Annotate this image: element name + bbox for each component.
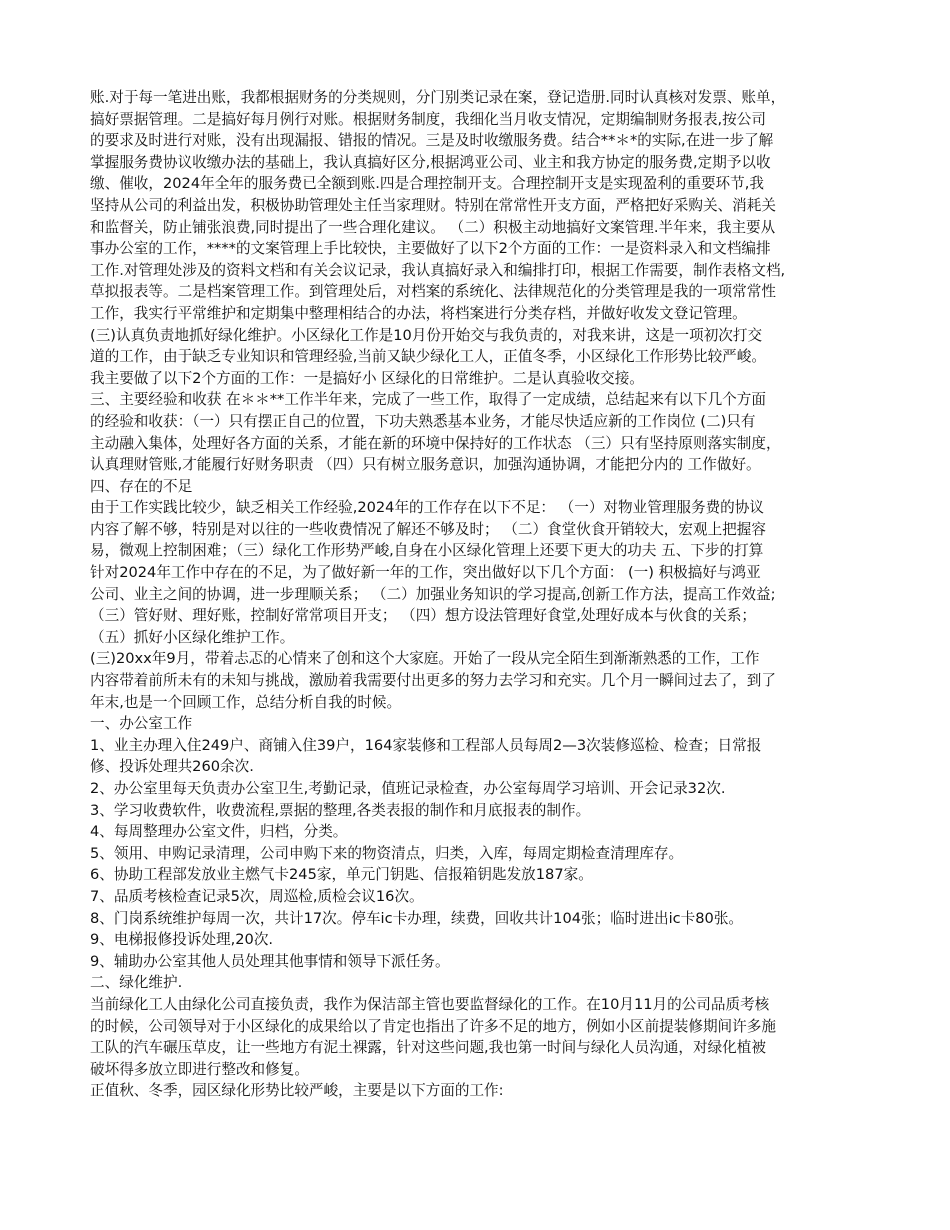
document-paragraph [90, 87, 866, 325]
text-line: 年末,也是一个回顾工作，总结分析自我的时候。 [90, 693, 402, 711]
document-paragraph [90, 1080, 866, 1102]
text-line: 缴、催收，2024年全年的服务费已全额到账.四是合理控制开支。合理控制开支是实现盈利的重要环节,我 [90, 175, 764, 193]
text-line: 3、学习收费软件，收费流程,票据的整理,各类表报的制作和月底报表的制作。 [90, 801, 591, 819]
document-paragraph [90, 972, 866, 994]
text-line: 由于工作实践比较少，缺乏相关工作经验,2024年的工作存在以下不足： （一）对物业管理服务费的协议 [90, 499, 764, 517]
text-line: （三）管好财、理好账，控制好常常项目开支； （四）想方设法管理好食堂,处理好成本与伙食的关系； [90, 607, 757, 625]
text-line: 事办公室的工作，****的文案管理上手比较快，主要做好了以下2个方面的工作：一是资料录入和文档编排 [90, 240, 771, 258]
text-line: 的时候，公司领导对于小区绿化的成果给以了肯定也指出了许多不足的地方，例如小区前提装修期间许多施 [90, 1017, 776, 1035]
document-paragraph [90, 325, 866, 390]
text-line: 公司、业主之间的协调，进一步理顺关系； （二）加强业务知识的学习提高,创新工作方法，提高工作效益; [90, 585, 776, 603]
text-line: 破坏得多放立即进行整改和修复。 [90, 1060, 309, 1078]
text-line: (三)认真负责地抓好绿化维护。小区绿化工作是10月份开始交与我负责的，对我来讲，这是一项初次打交 [90, 326, 763, 344]
text-line: 内容带着前所未有的未知与挑战，激励着我需要付出更多的努力去学习和充实。几个月一瞬间过去了，到了 [90, 672, 776, 690]
text-line: 的要求及时进行对账，没有出现漏报、错报的情况。三是及时收缴服务费。结合**＊*的实际,在进一步了解 [90, 132, 774, 150]
text-line: 9、辅助办公室其他人员处理其他事情和领导下派任务。 [90, 952, 450, 970]
text-line: （五）抓好小区绿化维护工作。 [90, 628, 295, 646]
document-paragraph [90, 497, 866, 648]
text-line: 认真理财管账,才能履行好财务职责 （四）只有树立服务意识，加强沟通协调，才能把分内的 工作做好。 [90, 456, 761, 474]
text-line: 针对2024年工作中存在的不足，为了做好新一年的工作，突出做好以下几个方面： (一) 积极搞好与鸿亚 [90, 564, 761, 582]
document-paragraph [90, 886, 866, 908]
text-line: 9、电梯报修投诉处理,20次. [90, 931, 274, 949]
text-line: 和监督关，防止铺张浪费,同时提出了一些合理化建议。 （二）积极主动地搞好文案管理.半年来，我主要从 [90, 218, 776, 236]
text-line: (三)20xx年9月，带着忐忑的心情来了创和这个大家庭。开始了一段从完全陌生到渐渐熟悉的工作，工作 [90, 650, 760, 668]
document-paragraph [90, 389, 866, 475]
text-line: 工作.对管理处涉及的资料文档和有关会议记录，我认真搞好录入和编排打印，根据工作需要，制作表格文档, [90, 261, 786, 279]
document-paragraph [90, 951, 866, 973]
document-paragraph [90, 476, 866, 498]
text-line: 8、门岗系统维护每周一次，共计17次。停车ic卡办理，续费，回收共计104张；临时进出ic卡80张。 [90, 909, 744, 927]
text-line: 4、每周整理办公室文件，归档，分类。 [90, 823, 348, 841]
document-paragraph [90, 778, 866, 800]
text-line: 三、主要经验和收获 在＊＊**工作半年来，完成了一些工作，取得了一定成绩，总结起来有以下几个方面 [90, 391, 766, 409]
text-line: 6、协助工程部发放业主燃气卡245家，单元门钥匙、信报箱钥匙发放187家。 [90, 866, 593, 884]
text-line: 掌握服务费协议收缴办法的基础上，我认真搞好区分,根据鸿亚公司、业主和我方协定的服务费,定期予以收 [90, 153, 771, 171]
text-line: 的经验和收获：（一）只有摆正自己的位置，下功夫熟悉基本业务，才能尽快适应新的工作岗位 (二)只有 [90, 412, 756, 430]
text-line: 5、领用、申购记录清理，公司申购下来的物资清点，归类，入库，每周定期检查清理库存。 [90, 844, 684, 862]
document-paragraph [90, 821, 866, 843]
text-line: 内容了解不够，特别是对以往的一些收费情况了解还不够及时； （二）食堂伙食开销较大，宏观上把握容 [90, 520, 766, 538]
document-paragraph [90, 929, 866, 951]
text-line: 一、办公室工作 [90, 715, 193, 733]
text-line: 我主要做了以下2个方面的工作：一是搞好小 区绿化的日常维护。二是认真验收交接。 [90, 369, 644, 387]
text-line: 草拟报表等。二是档案管理工作。到管理处后，对档案的系统化、法律规范化的分类管理是我的一项常常性 [90, 283, 776, 301]
document-paragraph [90, 713, 866, 735]
document-body [90, 87, 866, 1102]
text-line: 2、办公室里每天负责办公室卫生,考勤记录，值班记录检查，办公室每周学习培训、开会记录32次. [90, 780, 726, 797]
text-line: 工队的汽车碾压草皮，让一些地方有泥土裸露，针对这些问题,我也第一时间与绿化人员沟通，对绿化植被 [90, 1039, 766, 1057]
text-line: 工作，我实行平常维护和定期集中整理相结合的办法，将档案进行分类存档，并做好收发文登记管理。 [90, 304, 747, 322]
text-line: 四、存在的不足 [90, 477, 193, 495]
text-line: 账.对于每一笔进出账，我都根据财务的分类规则，分门别类记录在案，登记造册.同时认真核对发票、账单， [90, 89, 786, 106]
text-line: 当前绿化工人由绿化公司直接负责，我作为保洁部主管也要监督绿化的工作。在10月11月的公司品质考核 [90, 995, 770, 1013]
document-paragraph [90, 843, 866, 865]
text-line: 1、业主办理入住249户、商铺入住39户，164家装修和工程部人员每周2—3次装修巡检、检查；日常报 [90, 736, 762, 754]
text-line: 搞好票据管理。二是搞好每月例行对账。根据财务制度，我细化当月收支情况，定期编制财务报表,按公司 [90, 110, 766, 128]
text-line: 正值秋、冬季，园区绿化形势比较严峻，主要是以下方面的工作: [90, 1082, 504, 1100]
text-line: 主动融入集体，处理好各方面的关系，才能在新的环境中保持好的工作状态 （三）只有坚持原则落实制度， [90, 434, 781, 452]
document-paragraph [90, 648, 866, 713]
text-line: 坚持从公司的利益出发，积极协助管理处主任当家理财。特别在常常性开支方面，严格把好采购关、消耗关 [90, 196, 776, 214]
document-paragraph [90, 864, 866, 886]
text-line: 二、绿化维护. [90, 974, 183, 992]
document-paragraph [90, 908, 866, 930]
document-paragraph [90, 735, 866, 778]
document-paragraph [90, 994, 866, 1080]
document-paragraph [90, 800, 866, 822]
text-line: 道的工作，由于缺乏专业知识和管理经验,当前又缺少绿化工人，正值冬季，小区绿化工作形势比较严峻。 [90, 348, 766, 366]
text-line: 7、品质考核检查记录5次，周巡检,质检会议16次。 [90, 887, 424, 905]
text-line: 易，微观上控制困难；（三）绿化工作形势严峻,自身在小区绿化管理上还要下更大的功夫 五、下步的打算 [90, 542, 764, 560]
text-line: 修、投诉处理共260余次. [90, 758, 254, 776]
